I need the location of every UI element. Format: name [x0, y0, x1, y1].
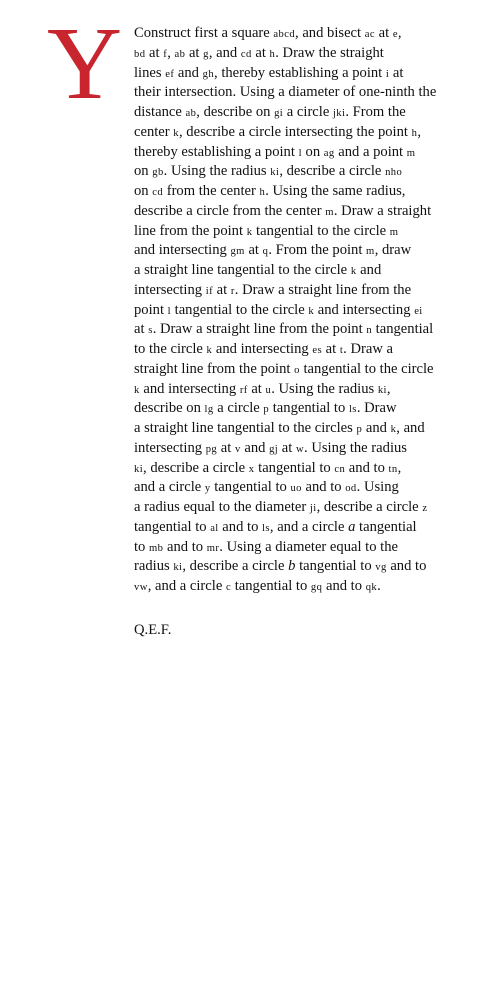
text-line [134, 24, 480, 44]
text-run: on [301, 143, 324, 160]
text-run: tangential to the circle [171, 301, 309, 318]
text-line [134, 64, 480, 84]
text-run: a straight line tangential to the circle [134, 262, 351, 278]
text-run: thereby establishing a point [134, 143, 299, 160]
text-run: at [244, 242, 263, 259]
text-run: and intersecting [212, 341, 313, 357]
point-label: z [422, 503, 428, 514]
text-run: at [251, 44, 270, 61]
text-run: tangential to [231, 578, 311, 594]
text-run: at [217, 439, 235, 456]
point-label: ei [414, 305, 423, 317]
text-run: at [145, 44, 164, 61]
point-label: g [203, 48, 209, 60]
point-label: bd [134, 48, 146, 60]
point-label: mb [149, 542, 164, 554]
point-label: k [134, 384, 140, 396]
text-run: a circle [283, 104, 333, 120]
text-run: center [134, 123, 174, 140]
point-label: cd [240, 48, 252, 60]
text-run: and intersecting [134, 242, 231, 259]
point-label: ef [165, 68, 175, 80]
point-label: v [234, 443, 241, 455]
point-label: ki [377, 384, 387, 396]
point-label: h [259, 187, 266, 198]
text-run: describe on [134, 400, 205, 417]
text-run: straight line from the point [134, 360, 295, 377]
text-run: . Using a diameter equal to the [219, 538, 399, 555]
text-run: . Draw a [343, 341, 393, 357]
text-run: , [397, 459, 402, 476]
point-label: k [246, 226, 253, 238]
text-run: , describe a circle [143, 459, 249, 476]
construction-paragraph [134, 24, 480, 597]
text-line [134, 340, 480, 360]
point-label: i [385, 68, 390, 80]
point-label: m [389, 226, 399, 238]
point-label: nho [385, 167, 403, 179]
point-label: pg [205, 443, 218, 455]
text-run: . Draw a straight [333, 202, 432, 219]
point-label: gj [269, 443, 279, 455]
point-label: ls [348, 404, 357, 416]
text-run: lines [134, 64, 166, 81]
text-run: and to [322, 578, 366, 594]
text-line [134, 459, 480, 479]
text-run: on [134, 183, 153, 199]
text-run: and intersecting [314, 301, 415, 318]
text-run: intersecting [134, 439, 206, 456]
text-line [134, 241, 480, 261]
text-run: and [240, 439, 270, 456]
point-label: m [406, 147, 416, 159]
text-run: , draw [374, 242, 412, 259]
text-line [134, 360, 480, 380]
point-label: u [265, 384, 272, 396]
point-label: ki [270, 167, 280, 179]
text-run: a circle [213, 400, 264, 417]
point-label: lg [204, 404, 214, 416]
point-label: qk [365, 582, 378, 593]
text-line [134, 478, 480, 498]
point-label: mr [206, 542, 220, 554]
text-run: , [167, 44, 175, 61]
text-run: at [247, 380, 266, 397]
text-run: and to [345, 459, 389, 476]
point-label: c [225, 582, 232, 593]
text-run: tangential to the circle [252, 222, 390, 239]
point-label: abcd [273, 29, 296, 40]
text-run: tangential to [295, 558, 376, 575]
text-line [134, 498, 480, 518]
point-label: m [366, 246, 375, 258]
text-run: , and a circle [269, 518, 349, 535]
text-line [134, 320, 480, 340]
text-run: at [278, 439, 296, 456]
text-run: and to [218, 518, 263, 535]
text-run: at [134, 321, 149, 338]
text-line [134, 281, 480, 301]
point-label: al [210, 522, 219, 534]
point-label: jki [332, 108, 346, 119]
point-label: ls [262, 522, 270, 534]
point-label: uo [290, 483, 302, 495]
text-line [134, 182, 480, 202]
text-run: radius [134, 558, 174, 575]
point-label: vg [375, 562, 387, 574]
text-run: , describe a circle intersecting the point [179, 123, 412, 140]
text-run: . Draw a straight line from the point [152, 321, 367, 338]
text-run: and [174, 64, 203, 81]
point-label: gq [310, 582, 323, 593]
text-line [134, 143, 480, 163]
point-label: y [204, 483, 211, 495]
text-run: at [389, 64, 404, 81]
text-run: , describe on [196, 104, 275, 120]
point-label: od [345, 483, 357, 495]
text-run: intersecting [134, 281, 206, 298]
text-line [134, 44, 480, 64]
text-run: at [374, 25, 393, 41]
text-run: a radius equal to the diameter [134, 499, 310, 515]
text-run: , thereby establishing a point [214, 64, 386, 81]
point-label: o [294, 364, 300, 376]
text-line [134, 103, 480, 123]
text-run: and to [386, 558, 427, 575]
text-run: tangential to [269, 400, 349, 417]
point-label: ki [134, 463, 144, 475]
point-label: gi [274, 108, 284, 119]
qef-signoff: Q.E.F. [134, 622, 172, 638]
point-label: e [392, 29, 398, 40]
text-run: tangential to [254, 459, 335, 476]
text-run: describe a circle from the center [134, 202, 326, 219]
text-run: , [417, 123, 421, 140]
text-run: tangential to the circle [299, 360, 434, 377]
italic-circle-label: b [288, 558, 296, 575]
text-run: , [397, 25, 402, 41]
italic-circle-label: a [348, 518, 356, 535]
point-label: k [206, 345, 213, 356]
point-label: t [339, 345, 344, 356]
text-run: line from the point [134, 222, 247, 239]
text-run: on [134, 163, 153, 180]
point-label: if [205, 285, 214, 297]
text-run: and intersecting [139, 380, 240, 397]
text-line [134, 439, 480, 459]
text-line [134, 261, 480, 281]
text-run: . Using the radius [271, 380, 378, 397]
text-run: . Using the radius [304, 439, 407, 456]
text-run: at [185, 44, 204, 61]
text-run: , [386, 380, 391, 397]
text-run: . Using [356, 479, 399, 496]
text-run: , and [208, 44, 241, 61]
text-line [134, 222, 480, 242]
text-run: tangential to [134, 518, 211, 535]
text-line [134, 557, 480, 577]
point-label: gh [202, 68, 215, 80]
point-label: gm [230, 246, 245, 258]
text-run: tangential [355, 518, 417, 535]
point-label: cd [152, 187, 164, 198]
point-label: r [230, 285, 235, 297]
text-run: and a point [334, 143, 407, 160]
text-run: to the circle [134, 341, 207, 357]
point-label: ab [174, 48, 186, 60]
text-run: Construct first a square [134, 25, 274, 41]
text-run: . Using the same radius, [265, 183, 406, 199]
text-run: . From the [345, 104, 406, 120]
text-run: to [134, 538, 149, 555]
text-run: , describe a circle [279, 163, 386, 180]
point-label: ki [173, 562, 183, 574]
text-line [134, 419, 480, 439]
point-label: n [366, 325, 373, 337]
text-run: tangential [372, 321, 434, 338]
text-line [134, 538, 480, 558]
point-label: ag [323, 147, 335, 159]
point-label: tn [388, 463, 398, 475]
text-line [134, 518, 480, 538]
text-run: at [321, 341, 340, 357]
point-label: l [298, 147, 302, 159]
point-label: q [262, 246, 269, 258]
text-run: point [134, 301, 168, 318]
text-run: . Draw [356, 400, 397, 417]
text-line [134, 202, 480, 222]
text-run: . Draw the straight [275, 44, 384, 61]
text-run: distance [134, 104, 186, 120]
text-run: and a circle [134, 479, 205, 496]
text-line [134, 380, 480, 400]
text-run: at [213, 281, 231, 298]
point-label: vw [134, 582, 148, 593]
point-label: gb [152, 167, 164, 179]
text-run: and [362, 420, 391, 436]
text-run: . From the point [268, 242, 367, 259]
text-run: , describe a circle [316, 499, 423, 515]
text-run: from the center [163, 183, 260, 199]
point-label: p [356, 424, 363, 435]
text-line [134, 577, 480, 597]
drop-cap-initial: Y [47, 6, 123, 121]
text-run: , describe a circle [182, 558, 289, 575]
point-label: ji [309, 503, 317, 514]
text-run: . Draw a straight line from the [234, 281, 412, 298]
point-label: f [163, 48, 168, 60]
text-line [134, 162, 480, 182]
point-label: k [350, 266, 357, 277]
point-label: p [263, 404, 270, 416]
point-label: w [295, 443, 305, 455]
text-line [134, 123, 480, 143]
text-run: . Using the radius [163, 163, 271, 180]
text-run: , and a circle [147, 578, 226, 594]
text-line [134, 83, 480, 103]
text-run: their intersection. Using a diameter of one-ninth the [134, 84, 437, 101]
point-label: h [411, 127, 418, 139]
point-label: l [167, 305, 171, 317]
text-run: tangential to [210, 479, 291, 496]
point-label: x [248, 463, 255, 475]
text-run: and to [163, 538, 207, 555]
point-label: ac [364, 29, 375, 40]
point-label: s [148, 325, 153, 337]
point-label: h [269, 48, 276, 60]
text-run: . [377, 578, 381, 594]
text-run: , and bisect [295, 25, 365, 41]
point-label: k [390, 424, 397, 435]
text-line [134, 399, 480, 419]
point-label: k [308, 305, 315, 317]
point-label: es [312, 345, 322, 356]
point-label: m [325, 206, 334, 218]
text-run: , and [396, 420, 425, 436]
text-run: and [356, 262, 382, 278]
point-label: rf [239, 384, 248, 396]
text-run: and to [301, 479, 346, 496]
text-run: a straight line tangential to the circles [134, 420, 357, 436]
point-label: cn [334, 463, 346, 475]
point-label: k [173, 127, 179, 139]
point-label: ab [185, 108, 197, 119]
text-line [134, 301, 480, 321]
